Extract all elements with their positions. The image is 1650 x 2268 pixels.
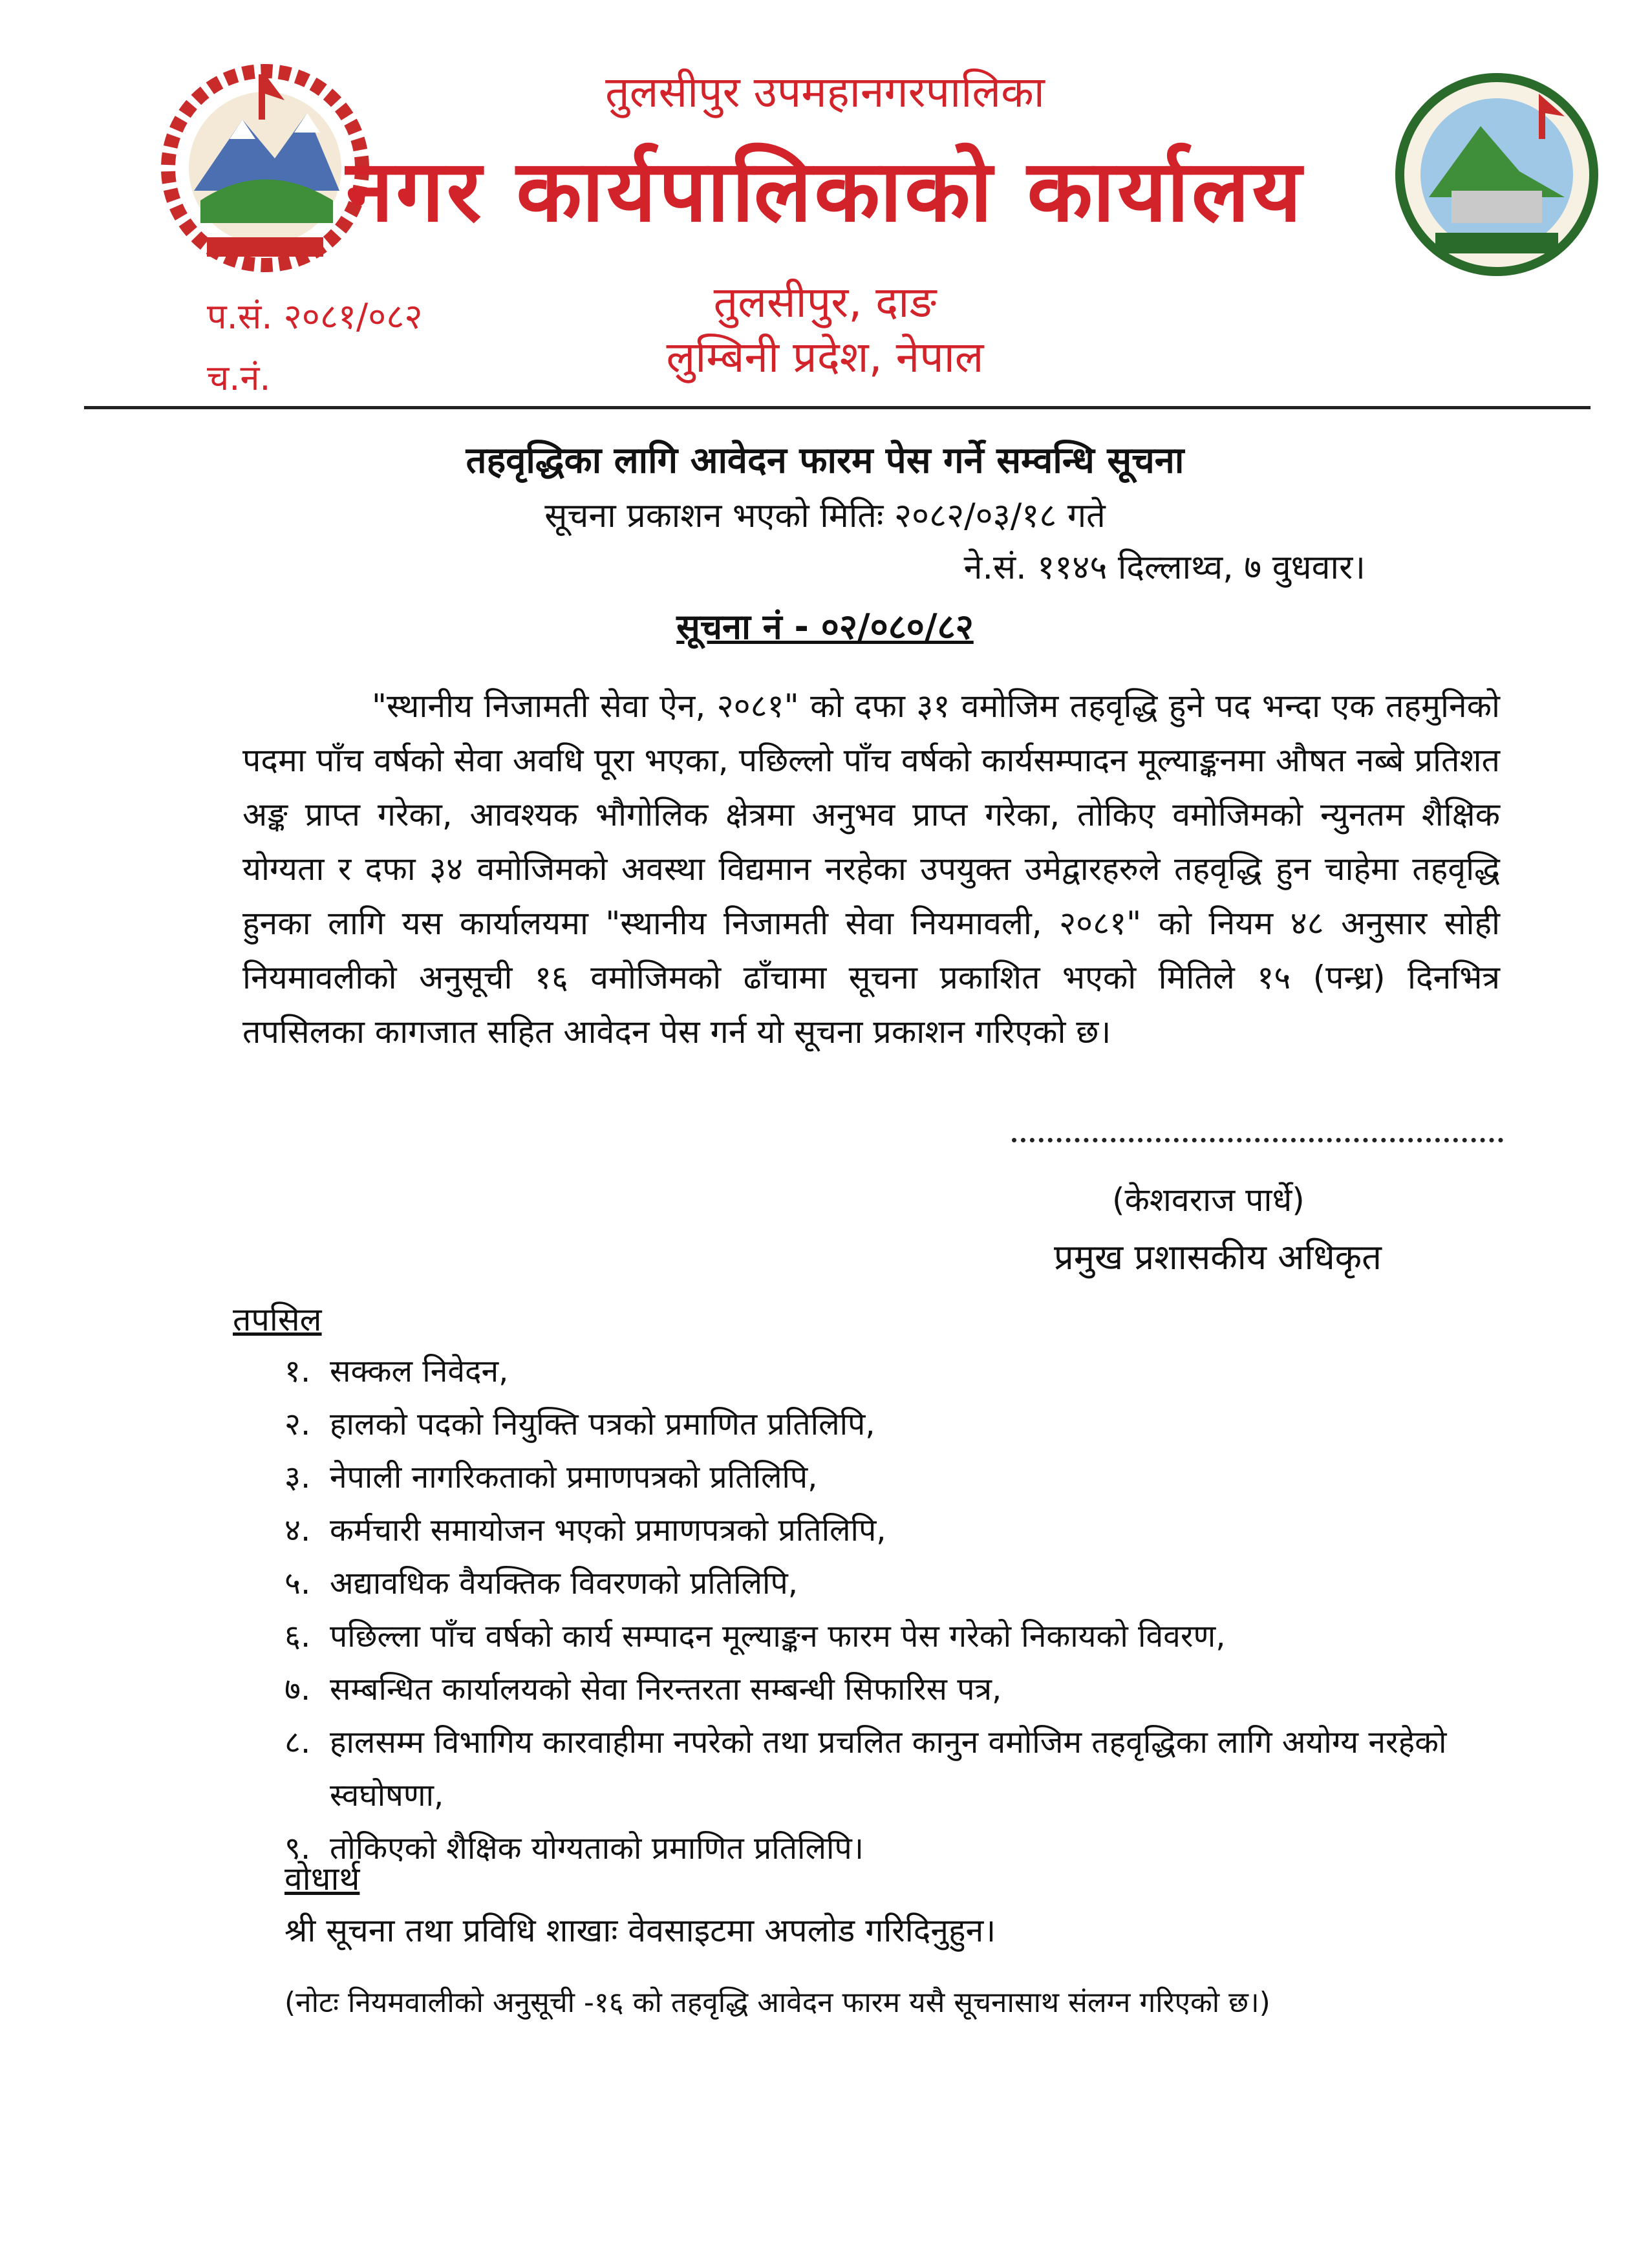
list-item-text: हालको पदको नियुक्ति पत्रको प्रमाणित प्रतिलिपि, bbox=[330, 1406, 875, 1442]
header-divider bbox=[84, 406, 1591, 409]
list-item-text: तोकिएको शैक्षिक योग्यताको प्रमाणित प्रतिलिपि। bbox=[330, 1830, 864, 1867]
list-item bbox=[284, 1345, 1513, 1398]
notice-body: "स्थानीय निजामती सेवा ऐन, २०८१" को दफा ३१ वमोजिम तहवृद्धि हुने पद भन्दा एक तहमुनिको पदमा पाँच वर्षको सेवा अवधि पूरा भएका, पछिल्लो पाँच वर्षको कार्यसम्पादन मूल्याङ्कनमा औषत नब्बे प्रतिशत अङ्क प्राप्त गरेका, आवश्यक भौगोलिक क्षेत्रमा अनुभव प्राप्त गरेका, तोकिए वमोजिमको न्युनतम शैक्षिक योग्यता र दफा ३४ वमोजिमको अवस्था विद्यमान नरहेका उपयुक्त उमेद्वारहरुले तहवृद्धि हुन चाहेमा तहवृद्धि हुनका लागि यस कार्यालयमा "स्थानीय निजामती सेवा नियमावली, २०८१" को नियम ४८ अनुसार सोही नियमावलीको अनुसूची १६ वमोजिमको ढाँचामा सूचना प्रकाशित भएको मितिले १५ (पन्ध्र) दिनभित्र तपसिलका कागजात सहित आवेदन पेस गर्न यो सूचना प्रकाशन गरिएको छ। bbox=[242, 687, 1500, 1051]
nepal-sambat-date: ने.सं. ११४५ दिल्लाथ्व, ७ वुधवार। bbox=[963, 548, 1366, 587]
office-province: लुम्बिनी प्रदेश, नेपाल bbox=[666, 332, 984, 382]
notice-title: तहवृद्धिका लागि आवेदन फारम पेस गर्ने सम्वन्धि सूचना bbox=[466, 440, 1184, 482]
list-item-number: ३. bbox=[284, 1459, 311, 1495]
list-item-number: ४. bbox=[284, 1512, 311, 1548]
published-date: सूचना प्रकाशन भएको मितिः २०८२/०३/१८ गते bbox=[544, 497, 1106, 535]
notice-number: सूचना नं - ०२/०८०/८२ bbox=[676, 606, 974, 647]
list-item bbox=[284, 1716, 1513, 1822]
list-item bbox=[284, 1504, 1513, 1557]
list-item bbox=[284, 1663, 1513, 1716]
dispatch-number: च.नं. bbox=[207, 358, 271, 398]
list-item-text: नेपाली नागरिकताको प्रमाणपत्रको प्रतिलिपि, bbox=[330, 1459, 818, 1495]
list-item bbox=[284, 1451, 1513, 1504]
list-item-text: हालसम्म विभागिय कारवाहीमा नपरेको तथा प्रचलित कानुन वमोजिम तहवृद्धिका लागि अयोग्य नरहेको स्वघोषणा, bbox=[330, 1724, 1447, 1813]
list-item-text: कर्मचारी समायोजन भएको प्रमाणपत्रको प्रतिलिपि, bbox=[330, 1512, 886, 1548]
signatory-title: प्रमुख प्रशासकीय अधिकृत bbox=[1054, 1237, 1382, 1278]
annex-list bbox=[284, 1345, 1513, 1875]
signature-line bbox=[1012, 1138, 1503, 1142]
list-item-number: ७. bbox=[284, 1671, 311, 1707]
list-item bbox=[284, 1822, 1513, 1875]
cc-line: श्री सूचना तथा प्रविधि शाखाः वेवसाइटमा अपलोड गरिदिनुहुन। bbox=[284, 1912, 996, 1949]
list-item-number: ५. bbox=[284, 1565, 311, 1601]
list-item-text: सम्बन्धित कार्यालयको सेवा निरन्तरता सम्बन्धी सिफारिस पत्र, bbox=[330, 1671, 1002, 1707]
footnote: (नोटः नियमवालीको अनुसूची -१६ को तहवृद्धि आवेदन फारम यसै सूचनासाथ संलग्न गरिएको छ।) bbox=[284, 1986, 1270, 2019]
list-item bbox=[284, 1398, 1513, 1451]
signatory-name: (केशवराज पार्धे) bbox=[1112, 1181, 1305, 1219]
annex-heading: तपसिल bbox=[233, 1301, 322, 1338]
office-name: नगर कार्यपालिकाको कार्यालय bbox=[346, 142, 1304, 241]
office-location: तुलसीपुर, दाङ bbox=[713, 277, 937, 327]
list-item-number: २. bbox=[284, 1406, 311, 1442]
list-item-number: १. bbox=[284, 1353, 311, 1389]
list-item-number: ८. bbox=[284, 1724, 311, 1760]
list-item-text: अद्यावधिक वैयक्तिक विवरणको प्रतिलिपि, bbox=[330, 1565, 798, 1601]
list-item bbox=[284, 1610, 1513, 1663]
reference-number: प.सं. २०८१/०८२ bbox=[207, 296, 423, 337]
list-item-text: सक्कल निवेदन, bbox=[330, 1353, 509, 1389]
cc-heading: वोधार्थ bbox=[284, 1860, 360, 1898]
municipality-name: तुलसीपुर उपमहानगरपालिका bbox=[605, 67, 1045, 117]
list-item-text: पछिल्ला पाँच वर्षको कार्य सम्पादन मूल्याङ्कन फारम पेस गरेको निकायको विवरण, bbox=[330, 1618, 1226, 1654]
list-item-number: ६. bbox=[284, 1618, 311, 1654]
list-item bbox=[284, 1557, 1513, 1610]
list-item-number: ९. bbox=[284, 1830, 311, 1867]
